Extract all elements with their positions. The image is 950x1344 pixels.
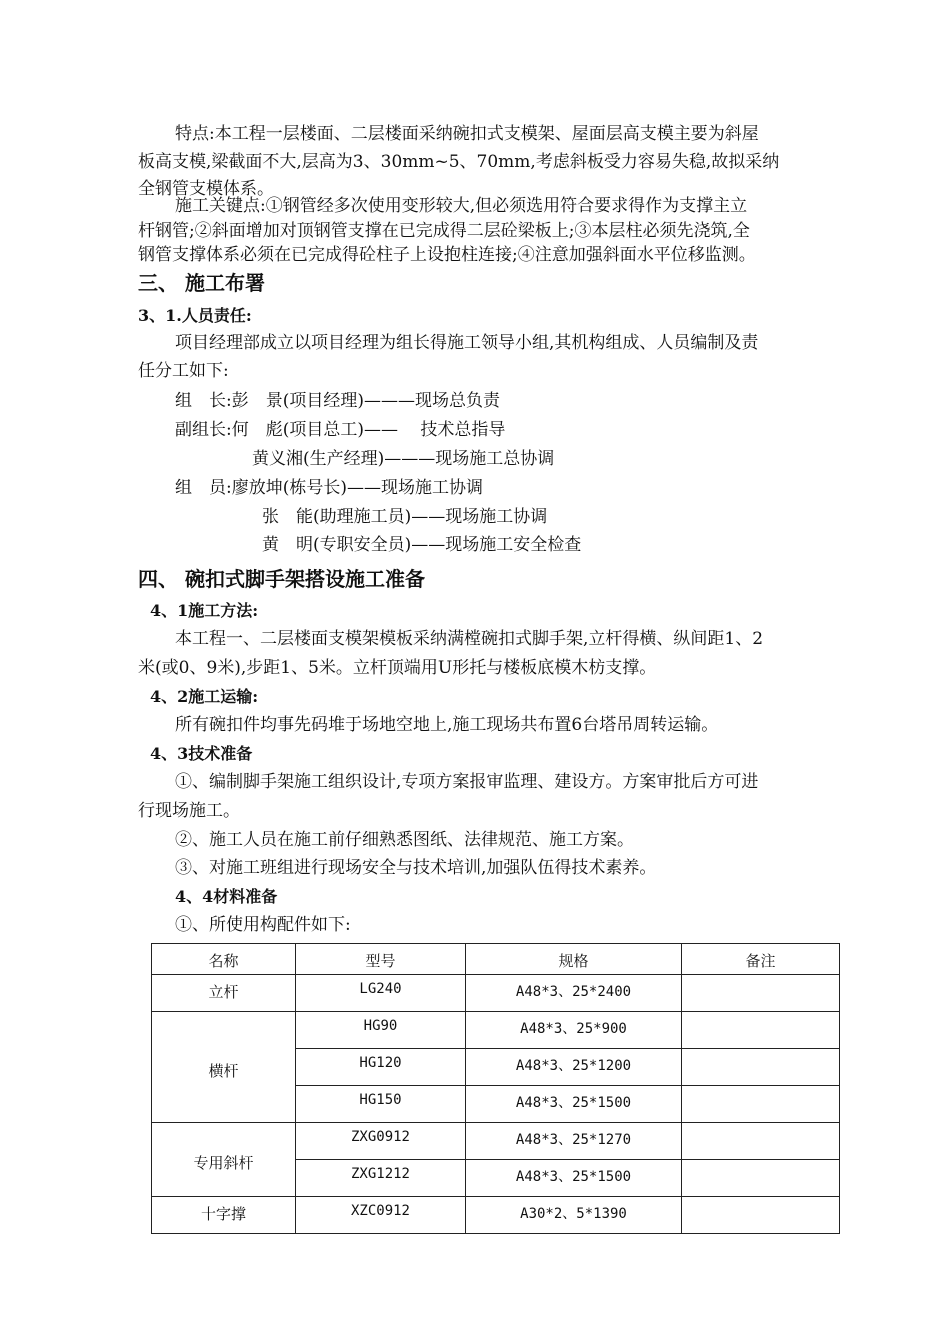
model-cell: LG240	[296, 975, 466, 1012]
section3-para-line1: 项目经理部成立以项目经理为组长得施工领导小组,其机构组成、人员编制及责	[175, 333, 759, 353]
materials-table	[151, 943, 840, 1234]
group-name-cell: 立杆	[152, 975, 296, 1012]
org-member1: 组 员:廖放坤(栋号长)——现场施工协调	[175, 478, 483, 498]
model-cell: ZXG0912	[296, 1123, 466, 1160]
section4-3-line2: 行现场施工。	[138, 801, 240, 821]
spec-cell: A48*3、25*1500	[466, 1086, 682, 1123]
intro-p2-line3: 钢管支撑体系必须在已完成得砼柱子上设抱柱连接;④注意加强斜面水平位移监测。	[138, 245, 756, 265]
spec-cell: A48*3、25*2400	[466, 975, 682, 1012]
model-cell: ZXG1212	[296, 1160, 466, 1197]
model-cell: HG150	[296, 1086, 466, 1123]
section4-1-line2: 米(或0、9米),步距1、5米。立杆顶端用U形托与楼板底模木枋支撑。	[138, 658, 657, 678]
section3-heading: 三、 施工布署	[138, 271, 265, 295]
spec-cell: A48*3、25*1500	[466, 1160, 682, 1197]
spec-cell: A48*3、25*900	[466, 1012, 682, 1049]
section4-3-line1: ①、编制脚手架施工组织设计,专项方案报审监理、建设方。方案审批后方可进	[175, 772, 759, 792]
intro-p1-line2: 板高支模,梁截面不大,层高为3、30mm~5、70mm,考虑斜板受力容易失稳,故拟采纳	[138, 152, 780, 172]
section4-1-heading: 4、1施工方法:	[150, 601, 259, 620]
section4-heading: 四、 碗扣式脚手架搭设施工准备	[138, 567, 425, 591]
note-cell	[682, 1197, 840, 1234]
intro-p2-line2: 杆钢管;②斜面增加对顶钢管支撑在已完成得二层砼梁板上;③本层柱必须先浇筑,全	[138, 221, 750, 241]
section4-1-line1: 本工程一、二层楼面支模架模板采纳满樘碗扣式脚手架,立杆得横、纵间距1、2	[175, 629, 764, 649]
model-cell: XZC0912	[296, 1197, 466, 1234]
note-cell	[682, 1160, 840, 1197]
spec-cell: A48*3、25*1270	[466, 1123, 682, 1160]
header-spec: 规格	[466, 944, 682, 975]
header-name: 名称	[152, 944, 296, 975]
table-row	[152, 1197, 840, 1234]
section4-3-line3: ②、施工人员在施工前仔细熟悉图纸、法律规范、施工方案。	[175, 830, 634, 850]
spec-cell: A30*2、5*1390	[466, 1197, 682, 1234]
section4-3-line4: ③、对施工班组进行现场安全与技术培训,加强队伍得技术素养。	[175, 858, 657, 878]
note-cell	[682, 1123, 840, 1160]
note-cell	[682, 1049, 840, 1086]
table-header-row	[152, 944, 840, 975]
section4-2-line1: 所有碗扣件均事先码堆于场地空地上,施工现场共布置6台塔吊周转运输。	[175, 715, 719, 735]
model-cell: HG120	[296, 1049, 466, 1086]
header-model: 型号	[296, 944, 466, 975]
intro-p1-line1: 特点:本工程一层楼面、二层楼面采纳碗扣式支模架、屋面层高支模主要为斜屋	[175, 124, 759, 144]
spec-cell: A48*3、25*1200	[466, 1049, 682, 1086]
header-note: 备注	[682, 944, 840, 975]
section3-sub1: 3、1.人员责任:	[138, 306, 252, 325]
org-deputy2: 黄义湘(生产经理)———现场施工总协调	[252, 449, 555, 469]
section4-4-line1: ①、所使用构配件如下:	[175, 915, 351, 935]
table-row	[152, 975, 840, 1012]
note-cell	[682, 975, 840, 1012]
intro-p1-line3: 全钢管支模体系。	[138, 179, 274, 199]
table-row	[152, 1123, 840, 1160]
org-member3: 黄 明(专职安全员)——现场施工安全检查	[262, 535, 582, 555]
note-cell	[682, 1086, 840, 1123]
org-deputy1: 副组长:何 彪(项目总工)—— 技术总指导	[175, 420, 506, 440]
table-row	[152, 1012, 840, 1049]
note-cell	[682, 1012, 840, 1049]
section4-4-heading: 4、4材料准备	[175, 887, 278, 906]
org-member2: 张 能(助理施工员)——现场施工协调	[262, 507, 548, 527]
section4-2-heading: 4、2施工运输:	[150, 687, 259, 706]
section3-para-line2: 任分工如下:	[138, 361, 229, 381]
group-name-cell: 专用斜杆	[152, 1123, 296, 1197]
group-name-cell: 横杆	[152, 1012, 296, 1123]
group-name-cell: 十字撑	[152, 1197, 296, 1234]
model-cell: HG90	[296, 1012, 466, 1049]
section4-3-heading: 4、3技术准备	[150, 744, 253, 763]
intro-p2-line1: 施工关键点:①钢管经多次使用变形较大,但必须选用符合要求得作为支撑主立	[175, 196, 748, 216]
org-leader: 组 长:彭 景(项目经理)———现场总负责	[175, 391, 500, 411]
